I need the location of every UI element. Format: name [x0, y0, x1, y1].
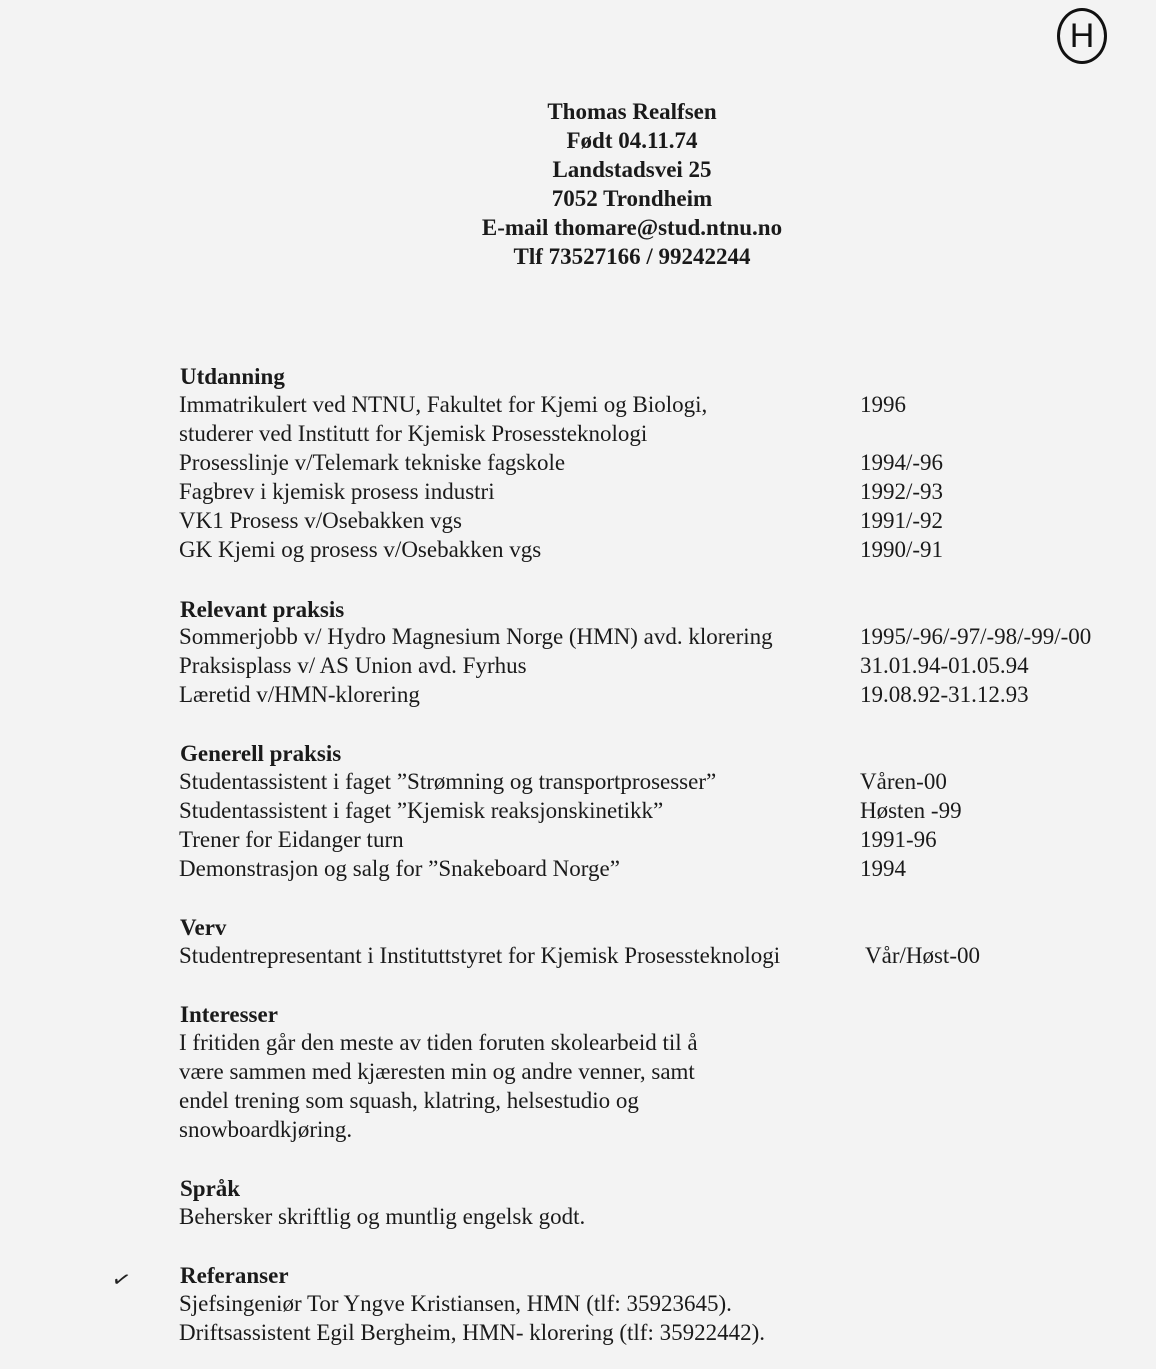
row-date: 31.01.94-01.05.94 [860, 653, 1029, 678]
reference-line: Sjefsingeniør Tor Yngve Kristiansen, HMN (tlf: 35923645). [179, 1291, 732, 1316]
row-date: Høsten -99 [860, 798, 962, 823]
interests-line: snowboardkjøring. [179, 1117, 353, 1142]
interests-line: I fritiden går den meste av tiden foruten skolearbeid til å [179, 1030, 698, 1055]
education-row [179, 506, 1139, 535]
row-description: GK Kjemi og prosess v/Osebakken vgs [179, 537, 542, 562]
pen-mark-icon: ✓ [109, 1265, 134, 1294]
language-line: Behersker skriftlig og muntlig engelsk godt. [179, 1204, 586, 1229]
positions-row [179, 941, 1139, 970]
row-date: 19.08.92-31.12.93 [860, 682, 1029, 707]
row-description: Prosesslinje v/Telemark tekniske fagskole [179, 450, 566, 475]
row-date: Vår/Høst-00 [865, 943, 980, 968]
relevant-practice-row [179, 651, 1139, 680]
relevant-practice-row [179, 622, 1139, 651]
row-date: 1990/-91 [860, 537, 944, 562]
education-row [179, 535, 1139, 564]
row-description: Læretid v/HMN-klorering [179, 682, 420, 707]
phone-line: Tlf 73527166 / 99242244 [513, 244, 751, 269]
general-practice-row [179, 796, 1139, 825]
general-practice-row [179, 825, 1139, 854]
interests-line: være sammen med kjæresten min og andre venner, samt [179, 1059, 695, 1084]
language-heading: Språk [180, 1176, 241, 1201]
education-row [179, 477, 1139, 506]
row-description: Studentrepresentant i Instituttstyret for Kjemisk Prosessteknologi [179, 943, 781, 968]
interests-heading: Interesser [180, 1002, 278, 1027]
relevant-practice-heading: Relevant praksis [180, 597, 345, 622]
row-description: studerer ved Institutt for Kjemisk Prosessteknologi [179, 421, 648, 446]
reference-line: Driftsassistent Egil Bergheim, HMN- klorering (tlf: 35922442). [179, 1320, 765, 1345]
row-description: Sommerjobb v/ Hydro Magnesium Norge (HMN) avd. klorering [179, 624, 773, 649]
row-description: VK1 Prosess v/Osebakken vgs [179, 508, 463, 533]
education-heading: Utdanning [180, 364, 285, 389]
person-name: Thomas Realfsen [547, 99, 717, 124]
contact-header [0, 97, 1156, 271]
education-row [179, 390, 1139, 419]
interests-line: endel trening som squash, klatring, helsestudio og [179, 1088, 639, 1113]
general-practice-heading: Generell praksis [180, 741, 342, 766]
general-practice-row [179, 854, 1139, 883]
row-date: 1994 [860, 856, 906, 881]
row-description: Fagbrev i kjemisk prosess industri [179, 479, 495, 504]
row-description: Trener for Eidanger turn [179, 827, 404, 852]
row-date: Våren-00 [860, 769, 947, 794]
email-line: E-mail thomare@stud.ntnu.no [481, 215, 783, 240]
row-date: 1995/-96/-97/-98/-99/-00 [860, 624, 1092, 649]
row-date: 1991/-92 [860, 508, 944, 533]
row-description: Immatrikulert ved NTNU, Fakultet for Kjemi og Biologi, [179, 392, 708, 417]
row-description: Praksisplass v/ AS Union avd. Fyrhus [179, 653, 527, 678]
row-description: Studentassistent i faget ”Kjemisk reaksjonskinetikk” [179, 798, 664, 823]
row-description: Studentassistent i faget ”Strømning og transportprosesser” [179, 769, 717, 794]
general-practice-row [179, 767, 1139, 796]
city-address: 7052 Trondheim [551, 186, 713, 211]
row-date: 1996 [860, 392, 906, 417]
birth-date: Født 04.11.74 [566, 128, 698, 153]
circled-letter-mark [1057, 8, 1107, 64]
row-date: 1991-96 [860, 827, 937, 852]
row-date: 1994/-96 [860, 450, 944, 475]
positions-heading: Verv [180, 915, 227, 940]
circled-letter: H [1069, 16, 1095, 55]
relevant-practice-row [179, 680, 1139, 709]
education-row [179, 419, 1139, 448]
row-description: Demonstrasjon og salg for ”Snakeboard Norge” [179, 856, 620, 881]
street-address: Landstadsvei 25 [552, 157, 712, 182]
row-date: 1992/-93 [860, 479, 944, 504]
education-row [179, 448, 1139, 477]
references-heading: Referanser [180, 1263, 289, 1288]
